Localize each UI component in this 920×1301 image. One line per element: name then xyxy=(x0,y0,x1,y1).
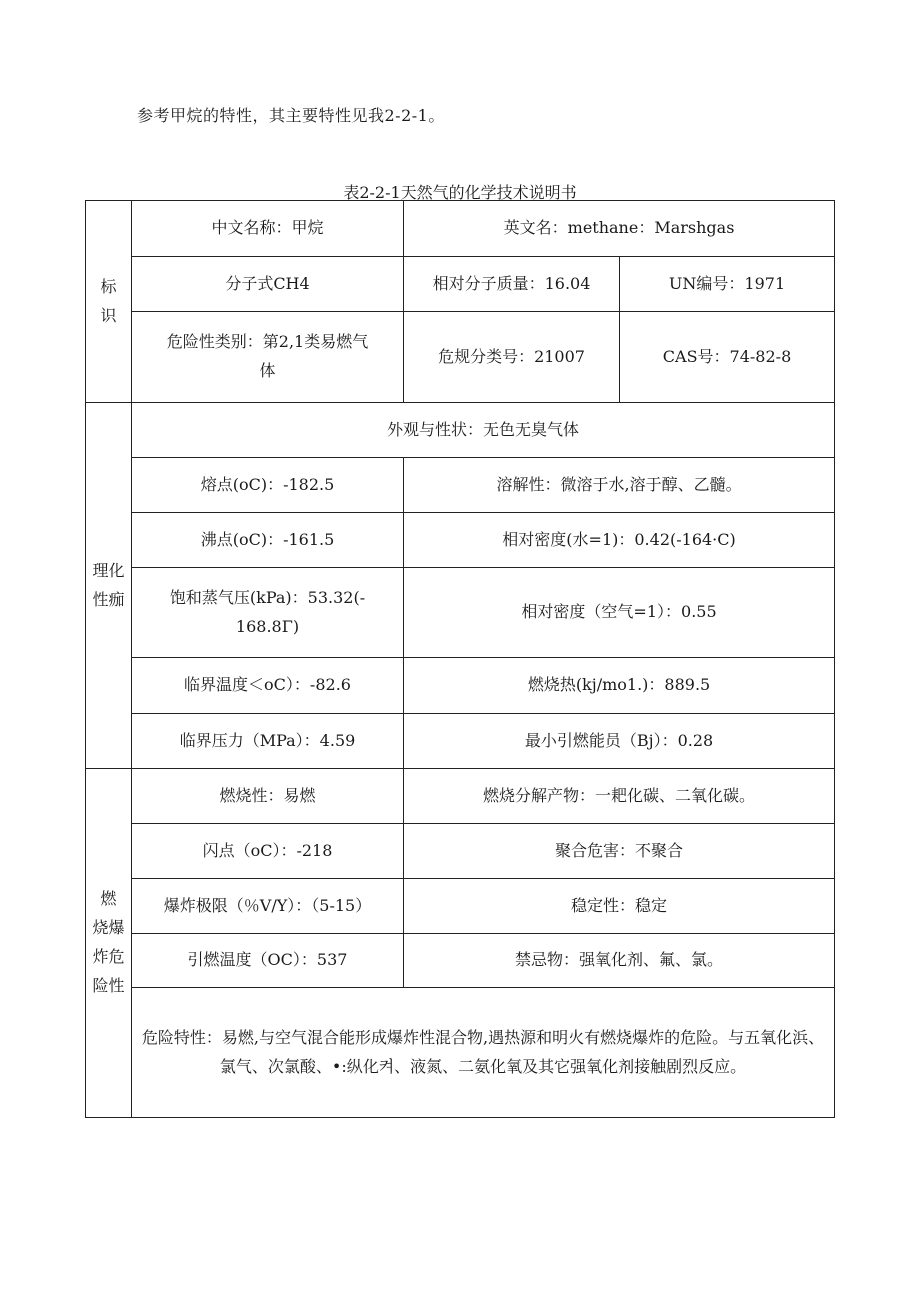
table-row xyxy=(86,658,835,714)
cas-cell: CAS号：74-82-8 xyxy=(620,312,835,403)
table-row xyxy=(86,879,835,934)
un-number-cell: UN编号：1971 xyxy=(620,257,835,312)
appearance-cell: 外观与性状：无色无臭气体 xyxy=(132,403,835,458)
property-cell: 饱和蒸气压(kPa)：53.32(- 168.8Γ) xyxy=(132,568,404,658)
hazard-class-cell: 危险性类别：第2,1类易燃气 体 xyxy=(132,312,404,403)
section-label-physical: 理化 性痂 xyxy=(86,403,132,769)
table-row xyxy=(86,934,835,988)
property-cell: 聚合危害：不聚合 xyxy=(404,824,835,879)
intro-paragraph: 参考甲烷的特性，其主要特性见我2-2-1。 xyxy=(137,106,445,125)
property-cell: 溶解性：微溶于水,溶于醇、乙髓。 xyxy=(404,458,835,513)
property-cell: 引燃温度（OC）：537 xyxy=(132,934,404,988)
property-cell: 相对密度（空气=1）：0.55 xyxy=(404,568,835,658)
property-cell: 熔点(oC)：-182.5 xyxy=(132,458,404,513)
table-row xyxy=(86,458,835,513)
spec-table xyxy=(85,200,835,1118)
property-cell: 临界压力（MPa）：4.59 xyxy=(132,714,404,769)
hazard-code-cell: 危规分类号：21007 xyxy=(404,312,620,403)
table-row xyxy=(86,513,835,568)
property-cell: 闪点（oC）：-218 xyxy=(132,824,404,879)
table-row xyxy=(86,824,835,879)
chinese-name-cell: 中文名称：甲烷 xyxy=(132,201,404,257)
section-label-identification: 标 识 xyxy=(86,201,132,403)
property-cell: 临界温度＜oC）：-82.6 xyxy=(132,658,404,714)
table-row xyxy=(86,769,835,824)
section-label-combustion: 燃 烧爆 炸危 险性 xyxy=(86,769,132,1118)
property-cell: 最小引燃能员（Bj）：0.28 xyxy=(404,714,835,769)
hazard-characteristics-cell: 危险特性：易燃,与空气混合能形成爆炸性混合物,遇热源和明火有燃烧爆炸的危险。与五氧化浜、氯气、次氯酸、•:纵化켜、液氮、二氨化氧及其它强氧化剂接触剧烈反应。 xyxy=(132,988,835,1118)
molecular-mass-cell: 相对分子质量：16.04 xyxy=(404,257,620,312)
property-cell: 爆炸极限（％V/Y）：（5-15） xyxy=(132,879,404,934)
property-cell: 相对密度(水=1)：0.42(-164·C) xyxy=(404,513,835,568)
property-cell: 稳定性：稳定 xyxy=(404,879,835,934)
formula-cell: 分子式CH4 xyxy=(132,257,404,312)
property-cell: 沸点(oC)：-161.5 xyxy=(132,513,404,568)
property-cell: 燃烧热(kj∕mo1.)：889.5 xyxy=(404,658,835,714)
property-cell: 禁忌物：强氧化剂、氟、氯。 xyxy=(404,934,835,988)
property-cell: 燃烧性：易燃 xyxy=(132,769,404,824)
english-name-cell: 英文名：methane：Marshgas xyxy=(404,201,835,257)
property-cell: 燃烧分解产物：一耙化碳、二氧化碳。 xyxy=(404,769,835,824)
table-row xyxy=(86,714,835,769)
table-caption: 表2-2-1天然气的化学技术说明书 xyxy=(343,183,577,202)
table-row xyxy=(86,568,835,658)
